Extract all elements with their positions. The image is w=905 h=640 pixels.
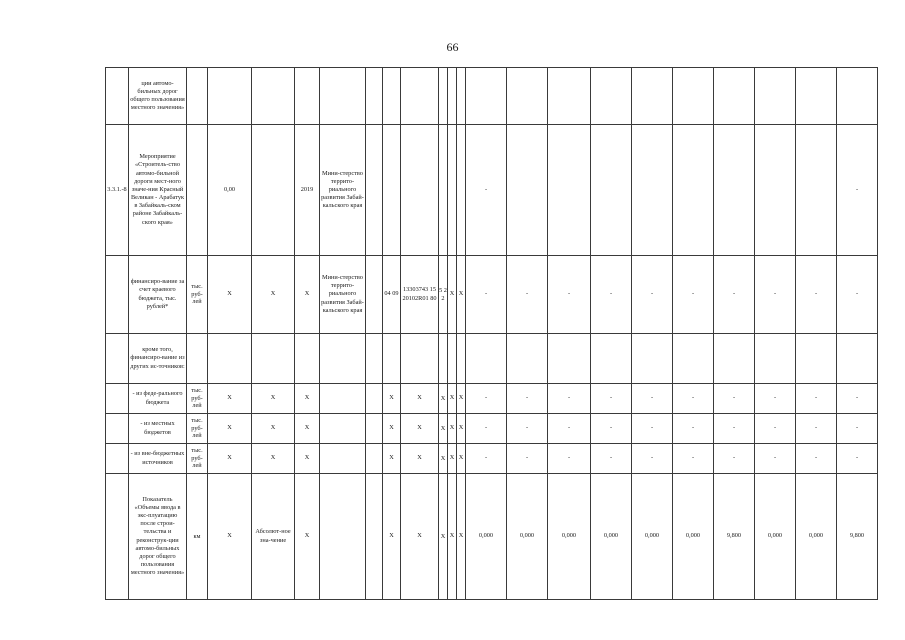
code-cell bbox=[106, 414, 129, 444]
name-cell: кроме того, финансиро-вание из других ис-точников: bbox=[129, 334, 187, 384]
csr-cell: X bbox=[401, 474, 439, 600]
year-value-cell: - bbox=[755, 414, 796, 444]
year-value-cell: - bbox=[632, 384, 673, 414]
col16-cell: X bbox=[457, 414, 466, 444]
target-cell bbox=[252, 68, 295, 125]
rzpr-cell bbox=[383, 334, 401, 384]
year-value-cell bbox=[548, 125, 591, 256]
unit-cell bbox=[187, 68, 208, 125]
year-value-cell bbox=[632, 68, 673, 125]
csr-cell bbox=[401, 125, 439, 256]
year-value-cell bbox=[507, 334, 548, 384]
year-value-cell bbox=[591, 334, 632, 384]
year-value-cell: - bbox=[548, 414, 591, 444]
rzpr-cell: X bbox=[383, 444, 401, 474]
year-value-cell bbox=[591, 68, 632, 125]
target-cell: X bbox=[252, 444, 295, 474]
target-cell: X bbox=[252, 414, 295, 444]
csr-cell: 13303743 15 20102R01 80 bbox=[401, 256, 439, 334]
year-value-cell bbox=[548, 68, 591, 125]
year-value-cell bbox=[673, 125, 714, 256]
year-value-cell: - bbox=[714, 444, 755, 474]
col15-cell: X bbox=[448, 384, 457, 414]
year-value-cell bbox=[632, 125, 673, 256]
csr-cell bbox=[401, 68, 439, 125]
base-value-cell: X bbox=[208, 444, 252, 474]
year-value-cell: - bbox=[755, 444, 796, 474]
executor-cell bbox=[320, 68, 366, 125]
year-cell bbox=[295, 334, 320, 384]
year-value-cell: - bbox=[673, 384, 714, 414]
year-value-cell: 0,000 bbox=[673, 474, 714, 600]
vr-cell: X bbox=[439, 444, 448, 474]
year-value-cell: - bbox=[466, 125, 507, 256]
unit-cell: км bbox=[187, 474, 208, 600]
program-table bbox=[105, 67, 878, 600]
name-cell: - из феде-рального бюджета bbox=[129, 384, 187, 414]
col15-cell bbox=[448, 125, 457, 256]
grbs-cell bbox=[366, 384, 383, 414]
code-cell bbox=[106, 444, 129, 474]
executor-cell: Мини-стерство террито-риального развития Забай-кальского края bbox=[320, 125, 366, 256]
year-value-cell: - bbox=[591, 444, 632, 474]
year-value-cell bbox=[507, 68, 548, 125]
year-value-cell: - bbox=[466, 256, 507, 334]
page-number: 66 bbox=[446, 40, 459, 54]
year-cell: X bbox=[295, 384, 320, 414]
grbs-cell bbox=[366, 334, 383, 384]
col16-cell: X bbox=[457, 256, 466, 334]
target-cell: Абсолют-ное зна-чение bbox=[252, 474, 295, 600]
col15-cell: X bbox=[448, 256, 457, 334]
year-value-cell: - bbox=[673, 256, 714, 334]
year-value-cell: - bbox=[632, 414, 673, 444]
year-value-cell: - bbox=[714, 414, 755, 444]
col15-cell bbox=[448, 68, 457, 125]
col16-cell: X bbox=[457, 384, 466, 414]
year-value-cell: - bbox=[755, 384, 796, 414]
rzpr-cell: 04 09 bbox=[383, 256, 401, 334]
year-value-cell: - bbox=[837, 444, 878, 474]
grbs-cell bbox=[366, 125, 383, 256]
year-value-cell: - bbox=[837, 414, 878, 444]
vr-cell: X bbox=[439, 414, 448, 444]
grbs-cell bbox=[366, 414, 383, 444]
col16-cell bbox=[457, 68, 466, 125]
year-cell: 2019 bbox=[295, 125, 320, 256]
year-value-cell: - bbox=[591, 256, 632, 334]
name-cell: ции автомо-бильных дорог общего пользования местного значения» bbox=[129, 68, 187, 125]
year-value-cell bbox=[837, 334, 878, 384]
year-value-cell: - bbox=[837, 256, 878, 334]
year-value-cell: - bbox=[548, 384, 591, 414]
year-value-cell: - bbox=[466, 414, 507, 444]
year-value-cell: 9,800 bbox=[714, 474, 755, 600]
year-value-cell bbox=[466, 334, 507, 384]
vr-cell: X bbox=[439, 384, 448, 414]
year-value-cell: - bbox=[673, 444, 714, 474]
year-value-cell: - bbox=[591, 384, 632, 414]
table-row bbox=[106, 414, 878, 444]
table-row bbox=[106, 125, 878, 256]
vr-cell bbox=[439, 334, 448, 384]
col16-cell bbox=[457, 334, 466, 384]
code-cell: 3.3.1.-8 bbox=[106, 125, 129, 256]
executor-cell: Мини-стерство террито-риального развития Забай-кальского края bbox=[320, 256, 366, 334]
year-value-cell bbox=[755, 125, 796, 256]
grbs-cell bbox=[366, 256, 383, 334]
col15-cell: X bbox=[448, 414, 457, 444]
year-value-cell: - bbox=[507, 256, 548, 334]
year-value-cell bbox=[796, 68, 837, 125]
year-value-cell bbox=[796, 334, 837, 384]
rzpr-cell bbox=[383, 68, 401, 125]
grbs-cell bbox=[366, 474, 383, 600]
name-cell: Мероприятие «Строитель-ство автомо-бильной дороги мест-ного значе-ния Красный Великан - Арабатук в Забайкаль-ском районе Забайкаль-ского края» bbox=[129, 125, 187, 256]
rzpr-cell: X bbox=[383, 474, 401, 600]
year-value-cell bbox=[796, 125, 837, 256]
year-value-cell: - bbox=[466, 384, 507, 414]
table-row bbox=[106, 474, 878, 600]
grbs-cell bbox=[366, 68, 383, 125]
year-value-cell: - bbox=[466, 444, 507, 474]
code-cell bbox=[106, 334, 129, 384]
table-row bbox=[106, 334, 878, 384]
code-cell bbox=[106, 384, 129, 414]
year-value-cell bbox=[673, 68, 714, 125]
year-value-cell: - bbox=[714, 384, 755, 414]
year-value-cell: 0,000 bbox=[755, 474, 796, 600]
year-cell: X bbox=[295, 444, 320, 474]
year-value-cell bbox=[755, 334, 796, 384]
target-cell: X bbox=[252, 256, 295, 334]
col15-cell: X bbox=[448, 444, 457, 474]
csr-cell: X bbox=[401, 444, 439, 474]
unit-cell bbox=[187, 125, 208, 256]
year-value-cell bbox=[548, 334, 591, 384]
year-value-cell: - bbox=[714, 256, 755, 334]
base-value-cell bbox=[208, 334, 252, 384]
year-value-cell: - bbox=[632, 444, 673, 474]
year-value-cell bbox=[837, 68, 878, 125]
unit-cell: тыс. руб-лей bbox=[187, 414, 208, 444]
year-cell: X bbox=[295, 256, 320, 334]
year-value-cell: - bbox=[796, 414, 837, 444]
year-value-cell bbox=[673, 334, 714, 384]
year-value-cell: 0,000 bbox=[466, 474, 507, 600]
year-value-cell: - bbox=[507, 444, 548, 474]
year-value-cell: - bbox=[755, 256, 796, 334]
col16-cell bbox=[457, 125, 466, 256]
vr-cell: 5 2 2 bbox=[439, 256, 448, 334]
year-value-cell: - bbox=[796, 444, 837, 474]
base-value-cell: X bbox=[208, 256, 252, 334]
year-value-cell: - bbox=[632, 256, 673, 334]
unit-cell: тыс. руб-лей bbox=[187, 384, 208, 414]
year-value-cell: - bbox=[507, 414, 548, 444]
csr-cell bbox=[401, 334, 439, 384]
year-value-cell bbox=[507, 125, 548, 256]
year-value-cell: - bbox=[837, 125, 878, 256]
year-value-cell bbox=[714, 334, 755, 384]
target-cell bbox=[252, 334, 295, 384]
table-row bbox=[106, 444, 878, 474]
year-cell bbox=[295, 68, 320, 125]
year-value-cell: 9,800 bbox=[837, 474, 878, 600]
executor-cell bbox=[320, 384, 366, 414]
unit-cell bbox=[187, 334, 208, 384]
table-row bbox=[106, 384, 878, 414]
year-value-cell bbox=[755, 68, 796, 125]
year-value-cell bbox=[714, 125, 755, 256]
base-value-cell bbox=[208, 68, 252, 125]
year-value-cell: 0,000 bbox=[632, 474, 673, 600]
target-cell bbox=[252, 125, 295, 256]
name-cell: - из местных бюджетов bbox=[129, 414, 187, 444]
year-value-cell: - bbox=[837, 384, 878, 414]
year-value-cell bbox=[591, 125, 632, 256]
name-cell: финансиро-вание за счет краевого бюджета, тыс. рублей* bbox=[129, 256, 187, 334]
year-cell: X bbox=[295, 414, 320, 444]
unit-cell: тыс. руб-лей bbox=[187, 256, 208, 334]
rzpr-cell: X bbox=[383, 414, 401, 444]
year-value-cell: 0,000 bbox=[507, 474, 548, 600]
vr-cell bbox=[439, 125, 448, 256]
year-value-cell bbox=[466, 68, 507, 125]
base-value-cell: X bbox=[208, 474, 252, 600]
unit-cell: тыс. руб-лей bbox=[187, 444, 208, 474]
col15-cell bbox=[448, 334, 457, 384]
rzpr-cell: X bbox=[383, 384, 401, 414]
year-value-cell: 0,000 bbox=[548, 474, 591, 600]
code-cell bbox=[106, 256, 129, 334]
base-value-cell: X bbox=[208, 414, 252, 444]
year-value-cell: - bbox=[548, 444, 591, 474]
executor-cell bbox=[320, 474, 366, 600]
target-cell: X bbox=[252, 384, 295, 414]
year-value-cell: - bbox=[673, 414, 714, 444]
table-row bbox=[106, 256, 878, 334]
col15-cell: X bbox=[448, 474, 457, 600]
grbs-cell bbox=[366, 444, 383, 474]
year-value-cell: 0,000 bbox=[591, 474, 632, 600]
vr-cell bbox=[439, 68, 448, 125]
code-cell bbox=[106, 474, 129, 600]
executor-cell bbox=[320, 334, 366, 384]
col16-cell: X bbox=[457, 474, 466, 600]
executor-cell bbox=[320, 414, 366, 444]
year-cell: X bbox=[295, 474, 320, 600]
year-value-cell: - bbox=[507, 384, 548, 414]
year-value-cell bbox=[632, 334, 673, 384]
executor-cell bbox=[320, 444, 366, 474]
name-cell: Показатель «Объемы ввода в экс-плуатацию после строи-тельства и реконструк-ции автомо-бильных дорог общего пользования местного значения» bbox=[129, 474, 187, 600]
year-value-cell: - bbox=[796, 256, 837, 334]
base-value-cell: X bbox=[208, 384, 252, 414]
vr-cell: X bbox=[439, 474, 448, 600]
code-cell bbox=[106, 68, 129, 125]
col16-cell: X bbox=[457, 444, 466, 474]
year-value-cell bbox=[714, 68, 755, 125]
year-value-cell: - bbox=[796, 384, 837, 414]
csr-cell: X bbox=[401, 384, 439, 414]
year-value-cell: 0,000 bbox=[796, 474, 837, 600]
base-value-cell: 0,00 bbox=[208, 125, 252, 256]
rzpr-cell bbox=[383, 125, 401, 256]
csr-cell: X bbox=[401, 414, 439, 444]
year-value-cell: - bbox=[591, 414, 632, 444]
year-value-cell: - bbox=[548, 256, 591, 334]
table-row bbox=[106, 68, 878, 125]
name-cell: - из вне-бюджетных источников bbox=[129, 444, 187, 474]
